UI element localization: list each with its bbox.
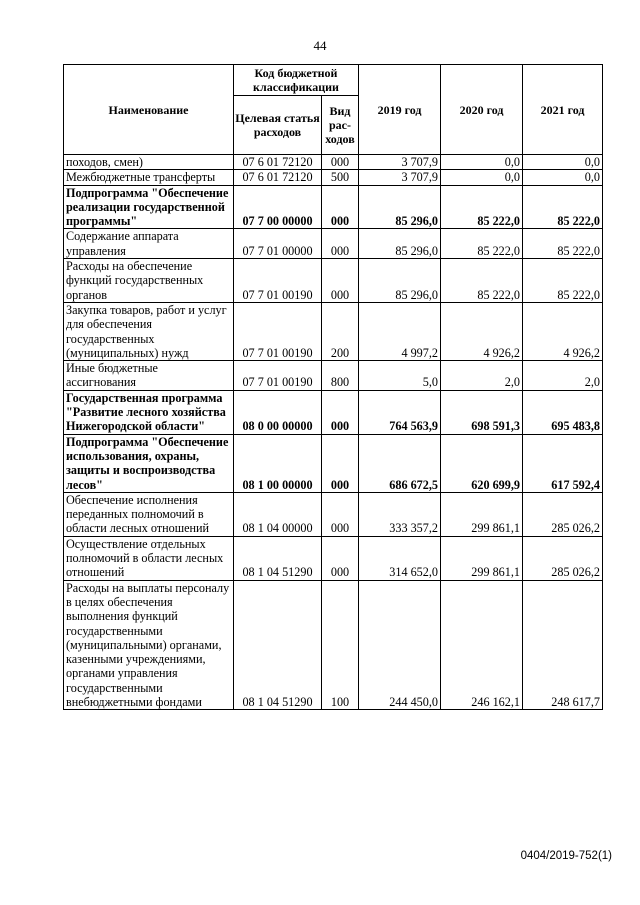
table-row	[64, 361, 603, 391]
row-name-cell: Подпрограмма "Обеспечение реализации государственной программы"	[64, 185, 234, 229]
row-expense-type-cell: 000	[322, 492, 359, 536]
row-expense-type-cell: 000	[322, 259, 359, 303]
row-value-2021-cell: 285 026,2	[523, 492, 603, 536]
row-value-2020-cell: 0,0	[441, 155, 523, 170]
row-value-2019-cell: 686 672,5	[359, 434, 441, 492]
row-code-cell: 07 7 01 00000	[234, 229, 322, 259]
row-value-2021-cell: 2,0	[523, 361, 603, 391]
row-value-2019-cell: 85 296,0	[359, 259, 441, 303]
document-id: 0404/2019-752(1)	[520, 850, 612, 862]
row-value-2020-cell: 299 861,1	[441, 492, 523, 536]
row-expense-type-cell: 100	[322, 580, 359, 710]
row-value-2021-cell: 617 592,4	[523, 434, 603, 492]
table-row	[64, 185, 603, 229]
row-value-2019-cell: 85 296,0	[359, 185, 441, 229]
table-row	[64, 492, 603, 536]
row-value-2020-cell: 4 926,2	[441, 302, 523, 360]
header-expense-type: Вид рас-ходов	[322, 96, 359, 155]
row-code-cell: 08 1 00 00000	[234, 434, 322, 492]
row-code-cell: 07 7 01 00190	[234, 302, 322, 360]
header-target-item: Целевая статья расходов	[234, 96, 322, 155]
row-value-2021-cell: 4 926,2	[523, 302, 603, 360]
row-value-2019-cell: 314 652,0	[359, 536, 441, 580]
row-code-cell: 07 6 01 72120	[234, 170, 322, 185]
row-expense-type-cell: 500	[322, 170, 359, 185]
row-value-2020-cell: 85 222,0	[441, 185, 523, 229]
table-row	[64, 170, 603, 185]
row-value-2019-cell: 85 296,0	[359, 229, 441, 259]
row-expense-type-cell: 000	[322, 185, 359, 229]
row-expense-type-cell: 000	[322, 390, 359, 434]
row-name-cell: Государственная программа "Развитие лесного хозяйства Нижегородской области"	[64, 390, 234, 434]
budget-table	[63, 64, 603, 710]
row-value-2020-cell: 698 591,3	[441, 390, 523, 434]
row-value-2019-cell: 764 563,9	[359, 390, 441, 434]
row-value-2021-cell: 248 617,7	[523, 580, 603, 710]
row-value-2020-cell: 2,0	[441, 361, 523, 391]
row-expense-type-cell: 000	[322, 536, 359, 580]
row-value-2020-cell: 85 222,0	[441, 229, 523, 259]
row-name-cell: Расходы на обеспечение функций государственных органов	[64, 259, 234, 303]
row-value-2020-cell: 85 222,0	[441, 259, 523, 303]
header-year-2019: 2019 год	[359, 65, 441, 155]
row-expense-type-cell: 000	[322, 155, 359, 170]
row-name-cell: Осуществление отдельных полномочий в области лесных отношений	[64, 536, 234, 580]
table-body	[64, 155, 603, 710]
row-name-cell: походов, смен)	[64, 155, 234, 170]
table-row	[64, 390, 603, 434]
row-value-2021-cell: 285 026,2	[523, 536, 603, 580]
row-value-2021-cell: 85 222,0	[523, 229, 603, 259]
row-name-cell: Иные бюджетные ассигнования	[64, 361, 234, 391]
row-value-2020-cell: 299 861,1	[441, 536, 523, 580]
row-code-cell: 08 1 04 51290	[234, 536, 322, 580]
row-value-2019-cell: 3 707,9	[359, 155, 441, 170]
row-name-cell: Обеспечение исполнения переданных полномочий в области лесных отношений	[64, 492, 234, 536]
header-name: Наименование	[64, 65, 234, 155]
row-expense-type-cell: 800	[322, 361, 359, 391]
table-row	[64, 536, 603, 580]
row-value-2019-cell: 4 997,2	[359, 302, 441, 360]
header-budget-code: Код бюджетной классификации	[234, 65, 359, 96]
page-number: 44	[313, 38, 327, 53]
row-value-2019-cell: 333 357,2	[359, 492, 441, 536]
table-row	[64, 434, 603, 492]
row-expense-type-cell: 000	[322, 229, 359, 259]
row-value-2020-cell: 620 699,9	[441, 434, 523, 492]
row-code-cell: 08 1 04 51290	[234, 580, 322, 710]
row-value-2020-cell: 0,0	[441, 170, 523, 185]
row-value-2019-cell: 244 450,0	[359, 580, 441, 710]
row-expense-type-cell: 200	[322, 302, 359, 360]
header-year-2020: 2020 год	[441, 65, 523, 155]
row-code-cell: 07 6 01 72120	[234, 155, 322, 170]
table-row	[64, 302, 603, 360]
row-code-cell: 07 7 01 00190	[234, 259, 322, 303]
header-year-2021: 2021 год	[523, 65, 603, 155]
row-code-cell: 08 1 04 00000	[234, 492, 322, 536]
row-value-2021-cell: 85 222,0	[523, 259, 603, 303]
row-value-2021-cell: 85 222,0	[523, 185, 603, 229]
row-name-cell: Закупка товаров, работ и услуг для обеспечения государственных (муниципальных) нужд	[64, 302, 234, 360]
table-row	[64, 155, 603, 170]
row-code-cell: 07 7 01 00190	[234, 361, 322, 391]
row-value-2021-cell: 0,0	[523, 155, 603, 170]
row-value-2021-cell: 0,0	[523, 170, 603, 185]
row-name-cell: Расходы на выплаты персоналу в целях обеспечения выполнения функций государственными (муниципальными) органами, казенными учреждениями, органами управления государственными внебюджетными фондами	[64, 580, 234, 710]
row-value-2020-cell: 246 162,1	[441, 580, 523, 710]
row-name-cell: Межбюджетные трансферты	[64, 170, 234, 185]
row-code-cell: 07 7 00 00000	[234, 185, 322, 229]
row-value-2019-cell: 5,0	[359, 361, 441, 391]
row-name-cell: Содержание аппарата управления	[64, 229, 234, 259]
row-name-cell: Подпрограмма "Обеспечение использования, охраны, защиты и воспроизводства лесов"	[64, 434, 234, 492]
row-value-2021-cell: 695 483,8	[523, 390, 603, 434]
table-row	[64, 580, 603, 710]
table-row	[64, 259, 603, 303]
row-expense-type-cell: 000	[322, 434, 359, 492]
table-row	[64, 229, 603, 259]
row-code-cell: 08 0 00 00000	[234, 390, 322, 434]
row-value-2019-cell: 3 707,9	[359, 170, 441, 185]
